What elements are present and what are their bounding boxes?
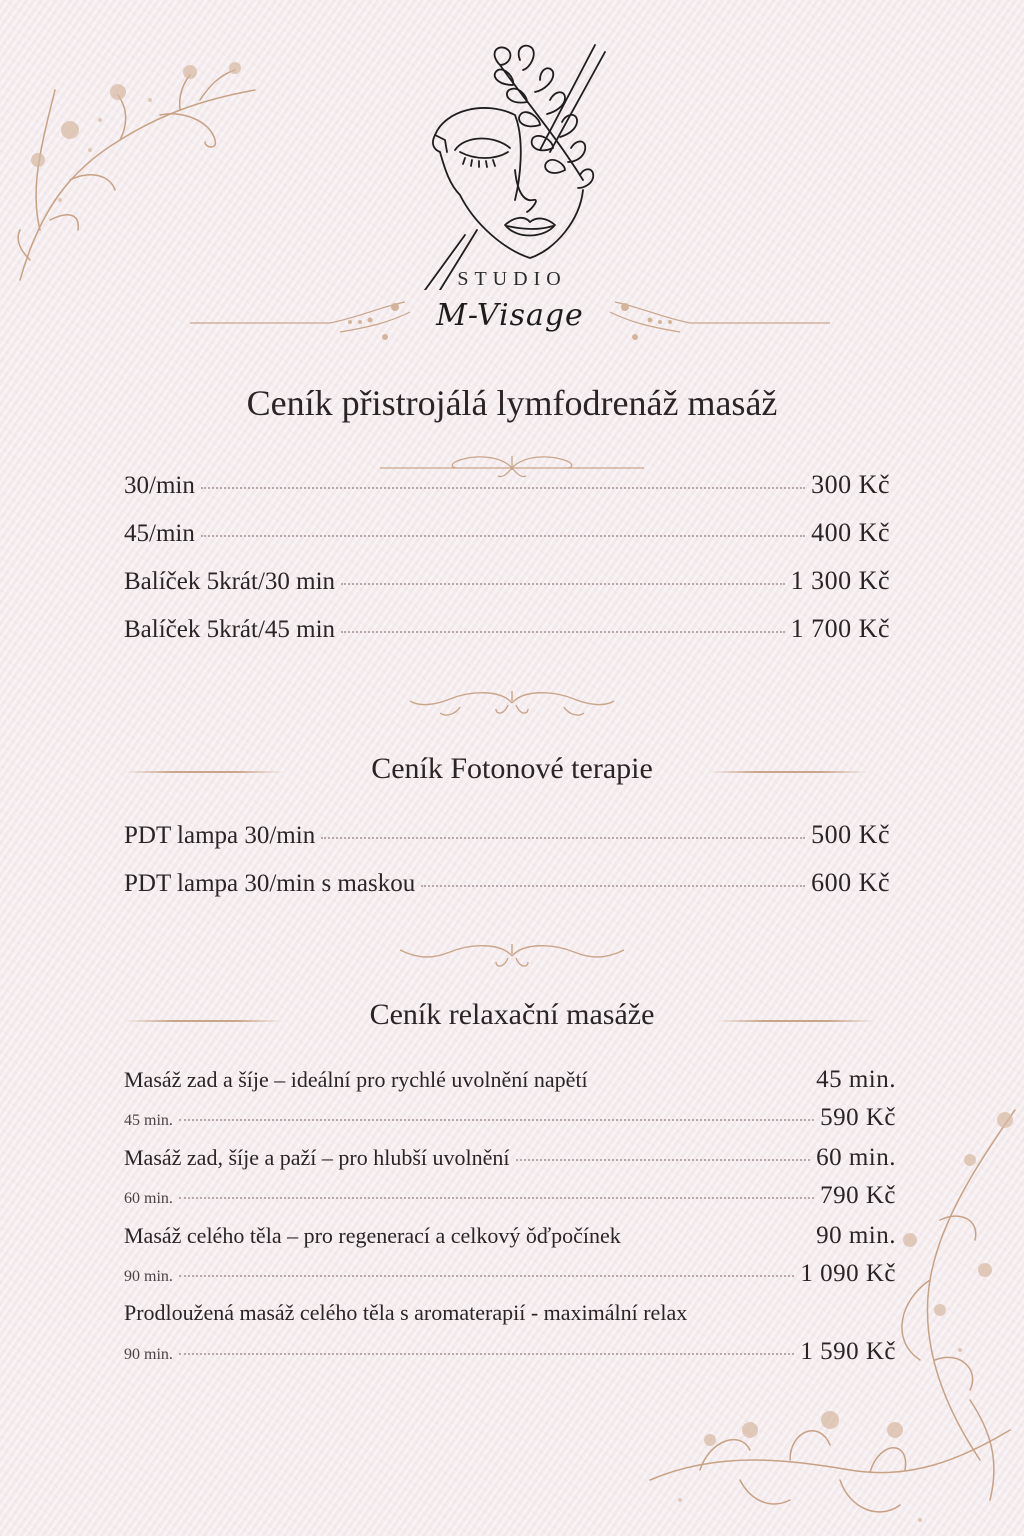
section-title-relaxation-massage: Ceník relaxační masáže (369, 998, 655, 1031)
massage-row (124, 1222, 896, 1260)
item-price: 1 090 Kč (800, 1260, 896, 1287)
price-row (124, 470, 890, 518)
dot-leader (321, 837, 805, 839)
dot-leader (201, 535, 805, 537)
price-row (124, 518, 890, 566)
item-duration-short: 60 min. (124, 1190, 173, 1207)
dot-leader (179, 1353, 794, 1355)
dot-leader (341, 583, 785, 585)
item-label: Balíček 5krát/45 min (124, 616, 336, 643)
massage-row (124, 1300, 896, 1338)
item-label: Masáž celého těla – pro regenerací a celkový ǒďpočínek (124, 1223, 621, 1248)
item-duration-short: 90 min. (124, 1268, 173, 1285)
section-title-photon-therapy: Ceník Fotonové terapie (371, 752, 653, 785)
item-label: 30/min (124, 472, 195, 499)
dot-leader (179, 1275, 794, 1277)
massage-price-row (124, 1182, 896, 1222)
price-list-photon-therapy (124, 820, 890, 916)
dot-leader (341, 631, 785, 633)
dot-leader (421, 885, 805, 887)
price-row (124, 614, 890, 662)
price-row (124, 868, 890, 916)
item-price: 300 Kč (811, 470, 890, 499)
dot-leader (179, 1197, 814, 1199)
massage-row (124, 1144, 896, 1182)
ornament-divider (230, 938, 794, 974)
massage-price-row (124, 1104, 896, 1144)
item-price: 500 Kč (811, 820, 890, 849)
price-row (124, 820, 890, 868)
price-list-relaxation-massage (124, 1066, 896, 1378)
item-price: 600 Kč (811, 868, 890, 897)
item-label: PDT lampa 30/min (124, 822, 316, 849)
item-price: 790 Kč (820, 1182, 896, 1209)
section-title-lymphodrainage: Ceník přistrojálá lymfodrenáž masáž (246, 383, 778, 423)
item-label: PDT lampa 30/min s maskou (124, 870, 416, 897)
price-list-lymphodrainage (124, 470, 890, 662)
item-label: Masáž zad, šíje a paží – pro hlubší uvolnění (124, 1145, 510, 1170)
massage-price-row (124, 1260, 896, 1300)
item-duration-short: 45 min. (124, 1112, 173, 1129)
item-price: 1 590 Kč (800, 1338, 896, 1365)
item-duration: 90 min. (816, 1222, 896, 1249)
brand-studio-label: STUDIO (457, 268, 567, 290)
item-duration: 60 min. (816, 1144, 896, 1171)
item-label: Masáž zad a šíje – ideální pro rychlé uvolnění napětí (124, 1067, 588, 1092)
massage-price-row (124, 1338, 896, 1378)
item-duration: 45 min. (816, 1066, 896, 1093)
item-label: 45/min (124, 520, 195, 547)
item-price: 1 700 Kč (790, 614, 890, 643)
item-price: 1 300 Kč (790, 566, 890, 595)
item-label: Prodloužená masáž celého těla s aromaterapií - maximální relax (124, 1300, 688, 1325)
ornament-divider (260, 685, 764, 721)
brand-name: M-Visage (436, 298, 584, 333)
item-price: 400 Kč (811, 518, 890, 547)
dot-leader (179, 1119, 814, 1121)
massage-row (124, 1066, 896, 1104)
item-label: Balíček 5krát/30 min (124, 568, 336, 595)
floral-corner-top-left (0, 30, 260, 290)
price-row (124, 566, 890, 614)
item-duration-short: 90 min. (124, 1346, 173, 1363)
item-price: 590 Kč (820, 1104, 896, 1131)
dot-leader (516, 1159, 811, 1161)
dot-leader (201, 487, 805, 489)
brand-banner (190, 292, 830, 352)
logo-face-icon (405, 40, 625, 290)
